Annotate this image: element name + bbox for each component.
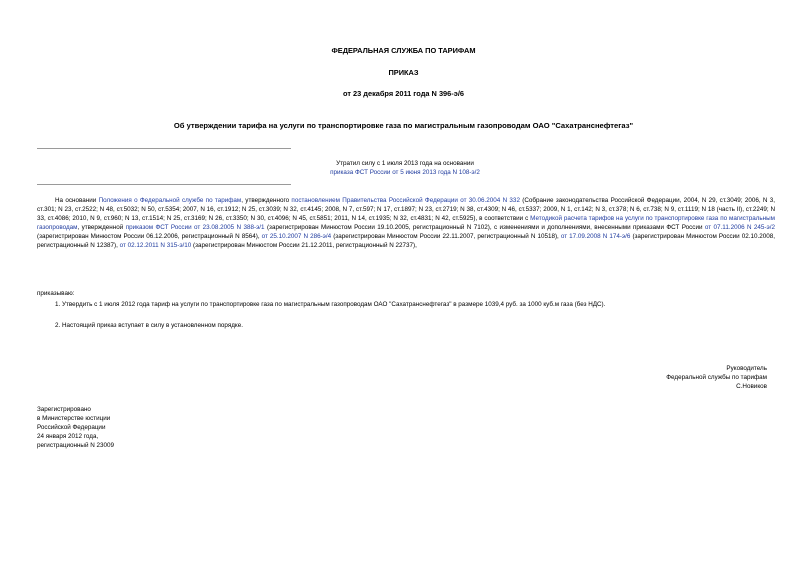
preamble-text: , утвержденного <box>241 197 292 204</box>
link-order-174[interactable]: от 17.09.2008 N 174-э/6 <box>560 233 631 240</box>
link-order-286[interactable]: от 25.10.2007 N 286-э/4 <box>261 233 332 240</box>
link-government-decree[interactable]: постановлением Правительства Российской Федерации от 30.06.2004 N 332 <box>291 197 520 204</box>
registration-line: Российской Федерации <box>37 424 106 431</box>
preamble-text: (зарегистрирован Минюстом России 06.12.2006, регистрационный N 8564), <box>37 233 262 240</box>
preamble-text: , утвержденной <box>77 224 126 231</box>
signature-org: Федеральной службы по тарифам <box>666 374 767 381</box>
document-type: ПРИКАЗ <box>388 68 419 77</box>
agency-name: ФЕДЕРАЛЬНАЯ СЛУЖБА ПО ТАРИФАМ <box>331 46 476 55</box>
preamble-text: (Собрание законодательства Российской Федерации, 2004, N 29, ст.3049; 2006, N 3, ст.301; N 23, ст.2522; N 48, ст.5032; N 50, ст.5354; 2007, N 16, ст.1912; N 25, ст.3039; N 32, ст.4145; 2008, N 7, ст.597; N 17, ст.1897; N 23, ст.2719; N 38, ст.4309; N 46, ст.5337; 2009, N 1, ст.142; N 3, ст.378; N 6, ст.738; N 9, ст.1119; N 18 (часть II), ст.2249; N 33, ст.4086; 2010, N 9, ст.960; N 13, ст.1514; N 25, ст.3169; N 26, ст.3350; N 30, ст.4096; N 45, ст.5851; 2011, N 14, ст.1935; N 32, ст.4831; N 42, ст.5925), в соответствии с <box>37 197 775 222</box>
preamble-paragraph <box>37 196 775 250</box>
lost-force-link[interactable]: приказа ФСТ России от 5 июня 2013 года N 108-э/2 <box>330 169 480 176</box>
preamble-text: (зарегистрирован Минюстом России 02.10.2008, регистрационный N 12387), <box>37 233 775 249</box>
document-date-number: от 23 декабря 2011 года N 396-э/6 <box>342 89 464 98</box>
divider-top <box>37 148 291 149</box>
registration-line: 24 января 2012 года, <box>37 433 99 440</box>
signature-role: Руководитель <box>726 365 767 372</box>
link-regulation-fst[interactable]: Положения о Федеральной службе по тарифам <box>98 197 242 204</box>
registration-line: Зарегистрировано <box>37 406 91 413</box>
order-word: приказываю: <box>37 290 75 297</box>
registration-line: в Министерстве юстиции <box>37 415 111 422</box>
signature-block <box>517 364 767 391</box>
signature-name: С.Новиков <box>736 383 767 390</box>
preamble-text: (зарегистрирован Минюстом России 19.10.2005, регистрационный N 7102), с изменениями и дополнениями, внесенными приказами ФСТ России <box>264 224 705 231</box>
registration-block <box>37 405 237 450</box>
preamble-text: (зарегистрирован Минюстом России 22.11.2007, регистрационный N 10518), <box>331 233 561 240</box>
link-order-388[interactable]: приказом ФСТ России от 23.08.2005 N 388-э/1 <box>125 224 265 231</box>
link-order-245[interactable]: от 07.11.2006 N 245-э/2 <box>704 224 775 231</box>
order-item-1: 1. Утвердить с 1 июля 2012 года тариф на услуги по транспортировке газа по магистральным газопроводам ОАО "Сахатранснефтегаз" в размере 1039,4 руб. за 1000 куб.м газа (без НДС). <box>55 301 606 308</box>
preamble-text: На основании <box>55 197 99 204</box>
divider-bottom <box>37 184 291 185</box>
lost-force-text: Утратил силу с 1 июля 2013 года на основании <box>336 160 474 167</box>
order-item-2: 2. Настоящий приказ вступает в силу в установленном порядке. <box>55 322 244 329</box>
lost-force-note <box>300 159 510 177</box>
preamble-text: (зарегистрирован Минюстом России 21.12.2011, регистрационный N 22737), <box>191 242 417 249</box>
registration-line: регистрационный N 23009 <box>37 442 115 449</box>
link-order-315[interactable]: от 02.12.2011 N 315-э/10 <box>119 242 192 249</box>
document-title: Об утверждении тарифа на услуги по транспортировке газа по магистральным газопроводам ОАО "Сахатранснефтегаз" <box>173 121 634 130</box>
link-methodology[interactable]: Методикой расчета тарифов на услуги по транспортировке газа по магистральным газопроводам <box>37 215 775 231</box>
